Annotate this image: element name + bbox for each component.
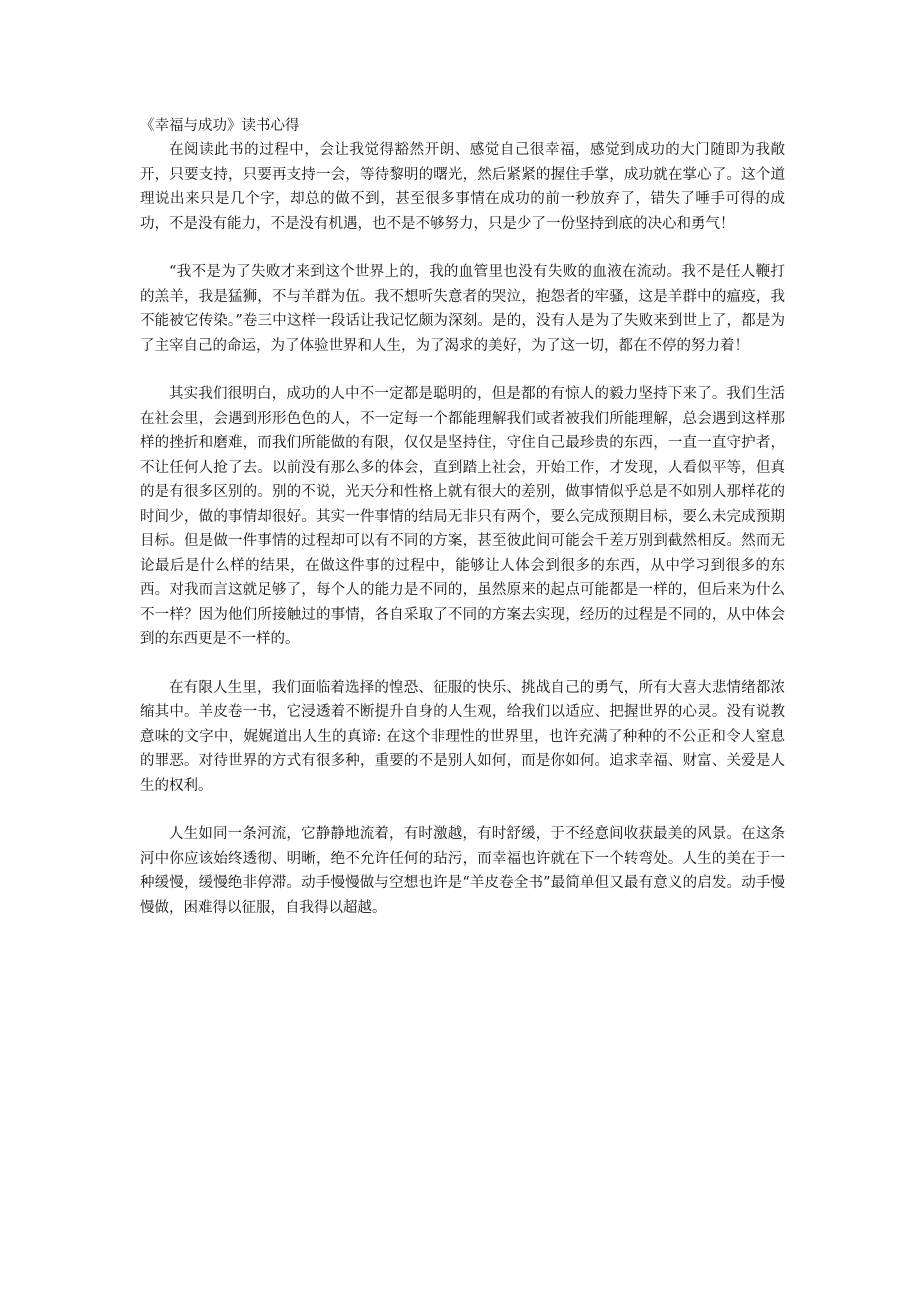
paragraph-2: “我不是为了失败才来到这个世界上的，我的血管里也没有失败的血液在流动。我不是任人鞭打的羔羊，我是猛狮，不与羊群为伍。我不想听失意者的哭泣，抱怨者的牢骚，这是羊群中的瘟疫，我不能被它传染。”卷三中这样一段话让我记忆颇为深刻。是的，没有人是为了失败来到世上了，都是为了主宰自己的命运，为了体验世界和人生，为了渴求的美好，为了这一切，都在不停的努力着！ <box>140 264 785 354</box>
paragraph-3: 其实我们很明白，成功的人中不一定都是聪明的，但是都的有惊人的毅力坚持下来了。我们生活在社会里，会遇到形形色色的人，不一定每一个都能理解我们或者被我们所能理解，总会遇到这样那样的挫折和磨难，而我们所能做的有限，仅仅是坚持住，守住自己最珍贵的东西，一直一直守护者，不让任何人抢了去。以前没有那么多的体会，直到踏上社会，开始工作，才发现，人看似平等，但真的是有很多区别的。别的不说，光天分和性格上就有很大的差别，做事情似乎总是不如别人那样花的时间少，做的事情却很好。其实一件事情的结局无非只有两个，要么完成预期目标，要么未完成预期目标。但是做一件事情的过程却可以有不同的方案，甚至彼此间可能会千差万别到截然相反。然而无论最后是什么样的结果，在做这件事的过程中，能够让人体会到很多的东西，从中学习到很多的东西。对我而言这就足够了，每个人的能力是不同的，虽然原来的起点可能都是一样的，但后来为什么不一样？因为他们所接触过的事情，各自采取了不同的方案去实现，经历的过程是不同的，从中体会到的东西更是不一样的。 <box>140 386 785 647</box>
paragraph-5: 人生如同一条河流，它静静地流着，有时激越，有时舒缓，于不经意间收获最美的风景。在这条河中你应该始终透彻、明晰，绝不允许任何的玷污，而幸福也许就在下一个转弯处。人生的美在于一种缓慢，缓慢绝非停滞。动手慢慢做与空想也许是“羊皮卷全书”最简单但又最有意义的启发。动手慢慢做，困难得以征服，自我得以超越。 <box>140 826 785 916</box>
paragraph-4: 在有限人生里，我们面临着选择的惶恐、征服的快乐、挑战自己的勇气，所有大喜大悲情绪都浓缩其中。羊皮卷一书，它浸透着不断提升自身的人生观，给我们以适应、把握世界的心灵。没有说教意味的文字中，娓娓道出人生的真谛: 在这个非理性的世界里，也许充满了种种的不公正和令人窒息的罪恶。对待世界的方式有很多种，重要的不是别人如何，而是你如何。追求幸福、财富、关爱是人生的权利。 <box>140 679 785 794</box>
document-title: 《幸福与成功》读书心得 <box>140 118 300 134</box>
paragraph-1: 在阅读此书的过程中，会让我觉得豁然开朗、感觉自己很幸福，感觉到成功的大门随即为我敞开，只要支持，只要再支持一会，等待黎明的曙光，然后紧紧的握住手掌，成功就在掌心了。这个道理说出来只是几个字，却总的做不到，甚至很多事情在成功的前一秒放弃了，错失了唾手可得的成功，不是没有能力，不是没有机遇，也不是不够努力，只是少了一份坚持到底的决心和勇气！ <box>140 142 785 232</box>
document-page <box>140 114 785 944</box>
